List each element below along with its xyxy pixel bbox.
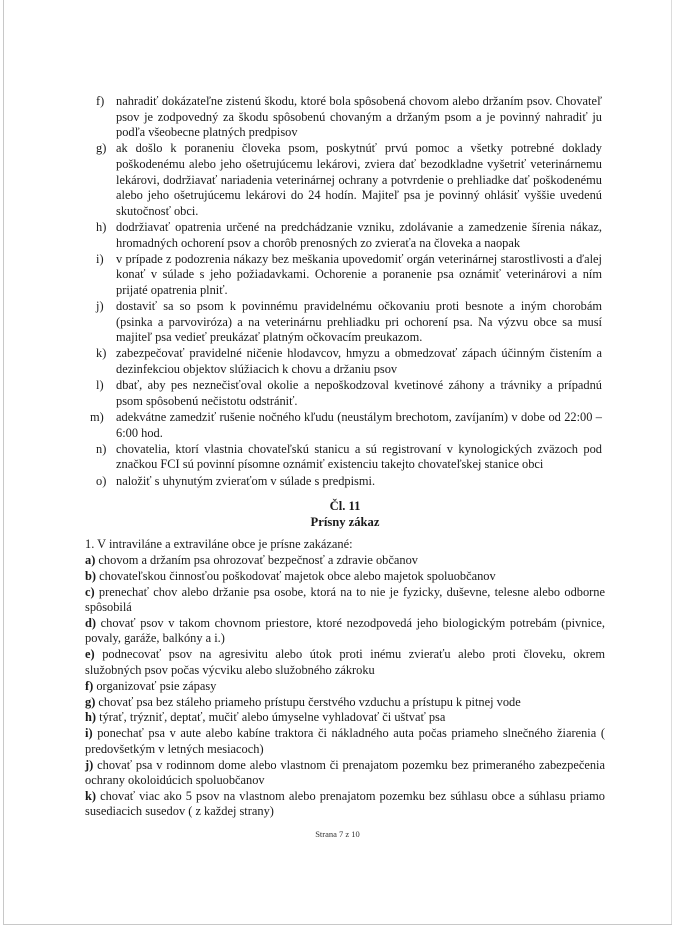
item-marker: j) [85,757,94,772]
prohibition-item [85,710,605,725]
item-text: chovať psa bez stáleho priameho prístupu čerstvého vzduchu a prístupu k pitnej vode [95,694,521,709]
section-lead: 1. V intraviláne a extraviláne obce je prísne zakázané: [85,537,353,551]
list-marker: j) [96,299,104,314]
list-item-text: adekvátne zamedziť rušenie nočného kľudu (neustálym brechotom, zavíjaním) v dobe od 22:00 – 6:00 hod. [116,410,602,440]
list-item [90,252,602,299]
list-marker: g) [96,141,107,156]
item-text: chovateľskou činnosťou poškodovať majetok obce alebo majetok spoluobčanov [96,568,496,583]
item-text: chovať viac ako 5 psov na vlastnom alebo prenajatom pozemku bez súhlasu obce a súhlasu priamo susediacich susedov ( z každej strany) [85,789,605,819]
item-marker: a) [85,552,96,567]
prohibition-item [85,553,605,568]
list-item [90,442,602,473]
list-item-text: zabezpečovať pravidelné ničenie hlodavcov, hmyzu a obmedzovať zápach účinným čistením a dezinfekciou objektov slúžiacich k chovu a držaniu psov [116,346,602,377]
list-item [90,299,602,346]
item-marker: h) [85,710,97,725]
prohibition-item [85,758,605,789]
list-item-text: dodržiavať opatrenia určené na predchádzanie vzniku, zdolávanie a zamedzenie šírenia nákaz, hromadných ochorení psov a chorôb prenosných zo zvieraťa na človeka a naopak [116,219,602,250]
prohibition-item [85,616,605,647]
article-heading [85,499,605,531]
list-marker: o) [96,473,107,488]
prohibition-item [85,726,605,757]
item-text: chovať psa v rodinnom dome alebo vlastnom či prenajatom pozemku bez primeraného zabezpečenia ochrany okoloidúcich spoluobčanov [85,757,605,788]
prohibition-item [85,585,605,616]
prohibitions-section [85,537,605,820]
prohibition-item [85,647,605,678]
list-item [90,378,602,409]
item-text: ponechať psa v aute alebo kabíne traktora či nákladného auta počas priameho slnečného žiarenia ( predovšetkým v letných mesiacoch) [85,726,605,756]
list-item-text: ak došlo k poraneniu človeka psom, poskytnúť prvú pomoc a všetky potrebné doklady poškodenému alebo jeho ošetrujúcemu lekárovi, zviera dať bezodkladne vyšetriť veterinárnemu lekárovi, dodržiavať nariadenia veterinárnej ochrany a potvrdenie o prehliadke dať poškodenému alebo jeho ošetrujúcemu lekárovi do 24 hodín. Majiteľ psa je povinný ohlásiť vyššie uvedenú skutočnosť obci. [116,141,602,218]
list-marker: f) [96,94,105,108]
list-item [90,474,602,490]
obligations-list [90,94,602,489]
list-item [90,94,602,141]
obligations-list-section [90,94,602,490]
list-item-text: naložiť s uhynutým zvieraťom v súlade s predpismi. [116,473,376,488]
list-marker: i) [96,251,104,266]
list-item [90,141,602,219]
item-text: chovať psov v takom chovnom priestore, ktoré nezodpovedá jeho biologickým potrebám (pivnice, povaly, garáže, balkóny a i.) [85,616,605,646]
item-marker: b) [85,568,97,583]
article-title: Prísny zákaz [310,514,380,529]
prohibition-item [85,569,605,584]
list-item-text: nahradiť dokázateľne zistenú škodu, ktoré bola spôsobená chovom alebo držaním psov. Chovateľ psov je zodpovedný za škodu spôsobenú chovaným a držaným psom a je povinný nahradiť ju podľa všeobecne platných predpisov [116,94,602,140]
item-text: týrať, trýzniť, deptať, mučiť alebo úmyselne vyhladovať či uštvať psa [96,710,446,725]
list-item-text: chovatelia, ktorí vlastnia chovateľskú stanicu a sú registrovaní v kynologických zväzoch pod značkou FCI sú povinní písomne oznámiť existenciu takejto chovateľskej stanice obci [116,441,602,472]
item-marker: c) [85,584,95,599]
list-item-text: v prípade z podozrenia nákazy bez meškania upovedomiť orgán veterinárnej starostlivosti a ďalej konať v súlade s jeho požiadavkami. Ochorenie a poranenie psa oznámiť veterinárovi a ním prijaté opatrenia plniť. [116,251,602,297]
list-item [90,346,602,377]
prohibition-item [85,679,605,694]
item-marker: i) [85,726,93,741]
list-item-text: dostaviť sa so psom k povinnému pravidelnému očkovaniu proti besnote a iným chorobám (psinka a parvoviróza) a na veterinárnu prehliadku pri ochorení psa. Na výzvu obce sa musí majiteľ psa vedieť preukázať platným očkovacím preukazom. [116,299,602,345]
page-border-right [671,0,672,924]
list-marker: n) [96,441,107,456]
list-marker: l) [96,378,104,393]
list-item [90,410,602,441]
item-text: podnecovať psov na agresivitu alebo útok proti inému zvieraťu alebo proti človeku, okrem služobných psov počas výcviku alebo služobného zákroku [85,647,605,677]
item-marker: e) [85,647,95,662]
article-number: Čl. 11 [329,499,361,513]
item-marker: f) [85,678,94,693]
page-number-footer: Strana 7 z 10 [315,829,360,839]
list-marker: k) [96,346,107,361]
page-border-left [3,0,4,924]
page-border-bottom [3,924,672,925]
item-marker: g) [85,694,96,709]
item-text: chovom a držaním psa ohrozovať bezpečnosť a zdravie občanov [95,552,418,567]
list-marker: m) [90,410,104,425]
item-text: organizovať psie zápasy [93,678,217,693]
prohibition-item [85,695,605,710]
list-item [90,220,602,251]
item-marker: k) [85,789,97,803]
list-marker: h) [96,219,107,234]
item-marker: d) [85,616,97,631]
list-item-text: dbať, aby pes neznečisťoval okolie a nepoškodzoval kvetinové záhony a trávniky a prípadnú psom spôsobenú nečistotu odstrániť. [116,378,602,408]
prohibition-item [85,789,605,820]
item-text: prenechať chov alebo držanie psa osobe, ktorá na to nie je fyzicky, duševne, telesne alebo odborne spôsobilá [85,584,605,615]
